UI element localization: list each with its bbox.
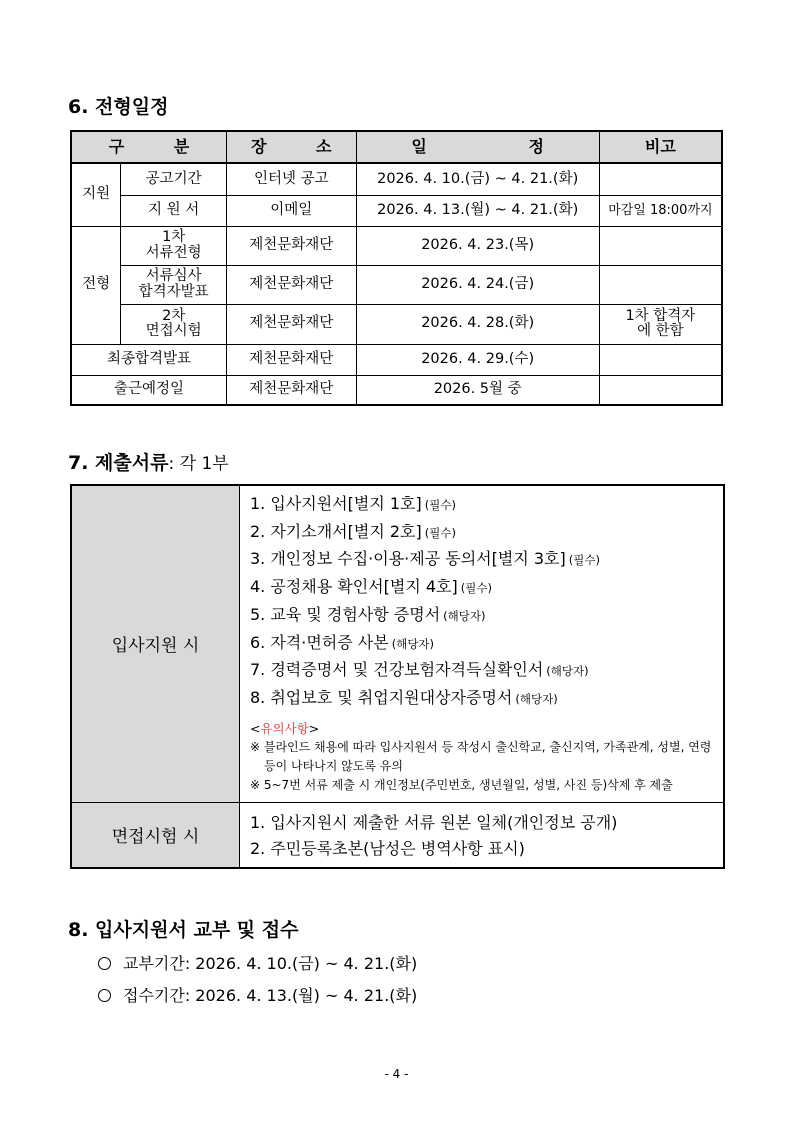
row-date: 2026. 4. 23.(목) [356,226,599,265]
caution-heading: <유의사항> [250,720,320,736]
list-item: 1. 입사지원시 제출한 서류 원본 일체(개인정보 공개) [250,812,618,832]
table-row [71,163,722,195]
row-note: 1차 합격자 에 한함 [599,304,722,344]
page-number: - 4 - [384,1067,409,1081]
row-item: 지 원 서 [121,195,227,226]
row-place: 제천문화재단 [227,304,357,344]
row-date: 2026. 4. 29.(수) [356,344,599,375]
document-name: 4. 공정채용 확인서[별지 4호] [250,577,458,597]
section8-title: 8. 입사지원서 교부 및 접수 [68,919,299,941]
requirement-tag: (필수) [424,525,456,540]
table-row [71,304,722,344]
row-place: 제천문화재단 [227,226,357,265]
row-item: 최종합격발표 [71,344,227,375]
requirement-tag: (해당자) [443,608,486,623]
row-note [599,163,722,195]
row-place: 인터넷 공고 [227,163,357,195]
row-note: 마감일 18:00까지 [599,195,722,226]
list-item [250,491,715,519]
list-item: 교부기간: 2026. 4. 10.(금) ~ 4. 21.(화) [98,951,417,974]
table-row [71,195,722,226]
document-name: 1. 입사지원서[별지 1호] [250,494,422,513]
interview-label: 면접시험 시 [71,802,240,868]
documents-table [70,484,725,869]
list-item: 2. 주민등록초본(남성은 병역사항 표시) [250,839,525,859]
header-remarks: 비고 [599,131,722,163]
requirement-tag: (필수) [568,553,600,568]
document-name: 3. 개인정보 수집·이용·제공 동의서[별지 3호] [250,549,566,569]
row-place: 이메일 [227,195,357,226]
table-row [71,344,722,375]
section7-title: 7. 제출서류: 각 1부 [68,452,229,474]
requirement-tag: (해당자) [546,664,589,679]
row-note [599,265,722,304]
apply-label: 입사지원 시 [71,485,240,802]
header-schedule: 일 정 [356,131,599,163]
interview-documents [240,802,725,868]
row-item: 서류심사 합격자발표 [121,265,227,304]
caution-note: ※ 5~7번 서류 제출 시 개인정보(주민번호, 생년월일, 성별, 사진 등)삭제 후 제출 [250,777,673,792]
list-item [250,685,715,713]
requirement-tag: (해당자) [515,691,558,706]
header-place: 장 소 [227,131,357,163]
document-name: 2. 자기소개서[별지 2호] [250,521,422,541]
group-apply: 지원 [71,163,121,226]
row-date: 2026. 5월 중 [356,375,599,405]
header-category: 구 분 [71,131,227,163]
row-place: 제천문화재단 [227,265,357,304]
requirement-tag: (해당자) [391,636,435,651]
circle-bullet-icon [98,957,111,970]
list-item [250,574,715,602]
list-item [250,546,715,574]
list-item [250,657,715,685]
document-name: 5. 교육 및 경험사항 증명서 [250,604,441,624]
requirement-tag: (필수) [460,581,492,596]
group-screening: 전형 [71,226,121,344]
apply-documents [240,485,725,802]
row-date: 2026. 4. 13.(월) ~ 4. 21.(화) [356,195,599,226]
table-row [71,226,722,265]
list-item: 접수기간: 2026. 4. 13.(월) ~ 4. 21.(화) [98,983,417,1006]
schedule-table [70,130,723,406]
row-date: 2026. 4. 28.(화) [356,304,599,344]
row-place: 제천문화재단 [227,375,357,405]
row-note [599,226,722,265]
document-name: 6. 자격·면허증 사본 [250,632,389,652]
document-name: 7. 경력증명서 및 건강보험자격득실확인서 [250,660,544,680]
row-item: 2차 면접시험 [121,304,227,344]
row-place: 제천문화재단 [227,344,357,375]
requirement-tag: (필수) [424,498,456,512]
row-date: 2026. 4. 10.(금) ~ 4. 21.(화) [356,163,599,195]
row-date: 2026. 4. 24.(금) [356,265,599,304]
section6-title: 6. 전형일정 [68,96,169,118]
list-item [250,519,715,547]
circle-bullet-icon [98,989,111,1002]
row-note [599,344,722,375]
caution-note: ※ 블라인드 채용에 따라 입사지원서 등 작성시 출신학교, 출신지역, 가족관계, 성별, 연령 등이 나타나지 않도록 유의 [250,739,712,773]
row-item: 공고기간 [121,163,227,195]
table-row [71,375,722,405]
row-note [599,375,722,405]
row-item: 출근예정일 [71,375,227,405]
table-row [71,265,722,304]
document-name: 8. 취업보호 및 취업지원대상자증명서 [250,687,513,707]
row-item: 1차 서류전형 [121,226,227,265]
list-item [250,630,715,658]
list-item [250,602,715,630]
